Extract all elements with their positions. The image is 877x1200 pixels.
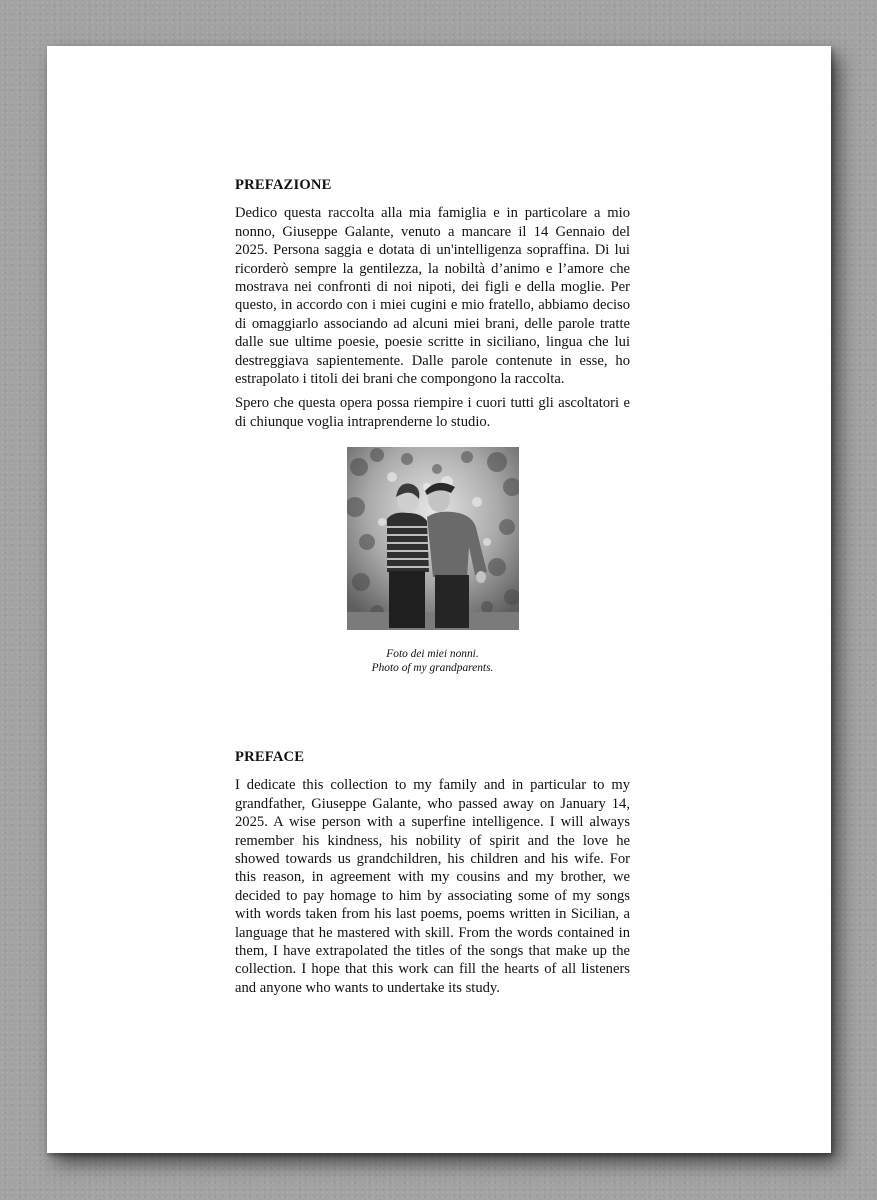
document-page [47, 46, 831, 1153]
photo-caption-english: Photo of my grandparents. [371, 662, 494, 675]
preface-english-paragraph-1: I dedicate this collection to my family and in particular to my grandfather, Giuseppe Galante, who passed away on January 14, 2025. A wise person with a superfine intelligence. I will always remember his kindness, his nobility of spirit and the love he showed towards us grandchildren, his children and his wife. For this reason, in agreement with my cousins and my brother, we decided to pay homage to him by associating some of my songs with words taken from his last poems, poems written in Sicilian, a language that he mastered with skill. From the words contained in them, I have extrapolated the titles of the songs that make up the collection. I hope that this work can fill the hearts of all listeners and anyone who wants to undertake its study. [235, 777, 630, 996]
photo-figure [235, 447, 630, 675]
preface-english-section [235, 748, 630, 1003]
preface-italian-heading: PREFAZIONE [235, 177, 332, 193]
preface-italian-section [235, 176, 630, 676]
preface-italian-paragraph-1: Dedico questa raccolta alla mia famiglia e in particolare a mio nonno, Giuseppe Galante, venuto a mancare il 14 Gennaio del 2025. Persona saggia e dotata di un'intelligenza sopraffina. Di lui ricorderò sempre la gentilezza, la nobiltà d’animo e l’amore che mostrava nei confronti di noi nipoti, dei figli e della moglie. Per questo, in accordo con i miei cugini e mio fratello, abbiamo deciso di omaggiarlo associando ad alcuni miei brani, delle parole tratte dalle sue ultime poesie, poesie scritte in siciliano, lingua che lui destreggiava sapientemente. Dalle parole contenute in esse, ho estrapolato i titoli dei brani che compongono la raccolta. [235, 205, 630, 388]
preface-english-heading: PREFACE [235, 749, 305, 765]
preface-italian-paragraph-2: Spero che questa opera possa riempire i cuori tutti gli ascoltatori e di chiunque voglia intraprenderne lo studio. [235, 395, 630, 430]
photo-caption [235, 647, 630, 675]
photo-caption-italian: Foto dei miei nonni. [386, 648, 479, 661]
grandparents-photo [347, 447, 519, 630]
